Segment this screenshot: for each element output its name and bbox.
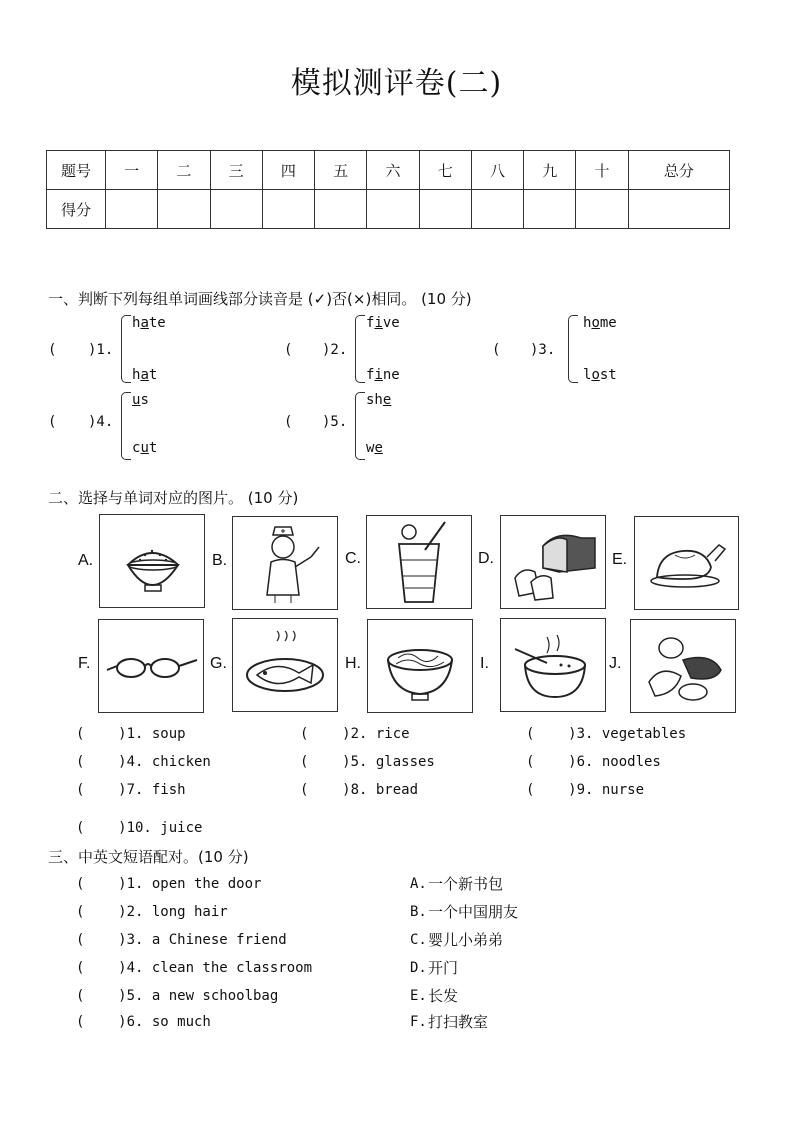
score-input-row bbox=[47, 190, 730, 229]
phrase-item[interactable]: ( )5. a new schoolbag bbox=[76, 988, 279, 1004]
noodles-picture[interactable] bbox=[367, 619, 473, 713]
pic-label-j: J. bbox=[609, 655, 622, 672]
section3-heading: 三、中英文短语配对。(10 分) bbox=[48, 848, 249, 866]
section1-heading: 一、判断下列每组单词画线部分读音是 (✓)否(×)相同。 (10 分) bbox=[48, 290, 472, 308]
pic-label-d: D. bbox=[478, 550, 494, 567]
pic-label-f: F. bbox=[78, 655, 91, 672]
word: we bbox=[366, 440, 383, 456]
score-header-cell: 七 bbox=[419, 151, 471, 190]
brace bbox=[568, 315, 578, 383]
match-item[interactable]: ( )7. fish bbox=[76, 782, 186, 798]
word: hate bbox=[132, 315, 166, 331]
score-header-cell: 六 bbox=[367, 151, 419, 190]
rice-bowl-picture[interactable] bbox=[99, 514, 205, 608]
item-number: )3. bbox=[530, 342, 556, 358]
pic-label-g: G. bbox=[210, 655, 227, 672]
pic-label-i: I. bbox=[480, 655, 489, 672]
score-cell[interactable] bbox=[471, 190, 523, 229]
brace bbox=[355, 315, 365, 383]
score-header-cell: 题号 bbox=[47, 151, 106, 190]
item-number: )4. bbox=[88, 414, 114, 430]
option-text: 一个新书包 bbox=[428, 875, 504, 893]
score-header-cell: 八 bbox=[471, 151, 523, 190]
option-letter: E. bbox=[410, 988, 427, 1004]
brace bbox=[121, 392, 131, 460]
word: cut bbox=[132, 440, 158, 456]
glasses-picture[interactable] bbox=[98, 619, 204, 713]
answer-paren[interactable]: ( bbox=[48, 414, 57, 430]
score-cell[interactable] bbox=[210, 190, 262, 229]
brace bbox=[355, 392, 365, 460]
phrase-item[interactable]: ( )2. long hair bbox=[76, 904, 228, 920]
option-letter: A. bbox=[410, 876, 427, 892]
word: lost bbox=[583, 367, 617, 383]
match-item[interactable]: ( )8. bread bbox=[300, 782, 419, 798]
score-header-cell: 三 bbox=[210, 151, 262, 190]
option-letter: D. bbox=[410, 960, 427, 976]
word: she bbox=[366, 392, 392, 408]
answer-paren[interactable]: ( bbox=[284, 414, 293, 430]
match-item[interactable]: ( )5. glasses bbox=[300, 754, 435, 770]
score-cell[interactable] bbox=[524, 190, 576, 229]
phrase-item[interactable]: ( )1. open the door bbox=[76, 876, 262, 892]
option-text: 婴儿小弟弟 bbox=[428, 931, 504, 949]
section2-heading: 二、选择与单词对应的图片。 (10 分) bbox=[48, 489, 299, 507]
score-cell[interactable] bbox=[262, 190, 314, 229]
bread-picture[interactable] bbox=[500, 515, 606, 609]
score-header-cell: 九 bbox=[524, 151, 576, 190]
option-letter: C. bbox=[410, 932, 427, 948]
score-row-label: 得分 bbox=[47, 190, 106, 229]
option-letter: B. bbox=[410, 904, 427, 920]
answer-paren[interactable]: ( bbox=[492, 342, 501, 358]
score-header-cell: 十 bbox=[576, 151, 628, 190]
roast-chicken-picture[interactable] bbox=[634, 516, 739, 610]
match-item[interactable]: ( )10. juice bbox=[76, 820, 203, 836]
phrase-item[interactable]: ( )3. a Chinese friend bbox=[76, 932, 287, 948]
score-header-row bbox=[47, 151, 730, 190]
option-letter: F. bbox=[410, 1014, 427, 1030]
pic-label-c: C. bbox=[345, 550, 361, 567]
score-cell[interactable] bbox=[367, 190, 419, 229]
score-cell[interactable] bbox=[106, 190, 158, 229]
page-title: 模拟测评卷(二) bbox=[290, 66, 503, 101]
score-table bbox=[46, 150, 730, 229]
brace bbox=[121, 315, 131, 383]
match-item[interactable]: ( )2. rice bbox=[300, 726, 410, 742]
option-text: 打扫教室 bbox=[428, 1013, 489, 1031]
word: five bbox=[366, 315, 400, 331]
score-cell[interactable] bbox=[315, 190, 367, 229]
pic-label-a: A. bbox=[78, 552, 94, 569]
fish-picture[interactable] bbox=[232, 618, 338, 712]
word: us bbox=[132, 392, 149, 408]
nurse-picture[interactable] bbox=[232, 516, 338, 610]
score-cell[interactable] bbox=[158, 190, 210, 229]
score-header-cell: 总分 bbox=[628, 151, 729, 190]
option-text: 长发 bbox=[428, 987, 459, 1005]
pic-label-b: B. bbox=[212, 552, 228, 569]
match-item[interactable]: ( )3. vegetables bbox=[526, 726, 687, 742]
match-item[interactable]: ( )9. nurse bbox=[526, 782, 645, 798]
pic-label-e: E. bbox=[612, 551, 628, 568]
soup-picture[interactable] bbox=[500, 618, 606, 712]
item-number: )5. bbox=[322, 414, 348, 430]
vegetables-picture[interactable] bbox=[630, 619, 736, 713]
answer-paren[interactable]: ( bbox=[48, 342, 57, 358]
score-header-cell: 二 bbox=[158, 151, 210, 190]
item-number: )2. bbox=[322, 342, 348, 358]
match-item[interactable]: ( )1. soup bbox=[76, 726, 186, 742]
word: home bbox=[583, 315, 617, 331]
match-item[interactable]: ( )4. chicken bbox=[76, 754, 211, 770]
word: fine bbox=[366, 367, 400, 383]
score-header-cell: 四 bbox=[262, 151, 314, 190]
option-text: 一个中国朋友 bbox=[428, 903, 519, 921]
score-header-cell: 五 bbox=[315, 151, 367, 190]
word: hat bbox=[132, 367, 158, 383]
pic-label-h: H. bbox=[345, 655, 361, 672]
score-header-cell: 一 bbox=[106, 151, 158, 190]
phrase-item[interactable]: ( )4. clean the classroom bbox=[76, 960, 313, 976]
score-cell[interactable] bbox=[419, 190, 471, 229]
match-item[interactable]: ( )6. noodles bbox=[526, 754, 661, 770]
juice-picture[interactable] bbox=[366, 515, 472, 609]
option-text: 开门 bbox=[428, 959, 459, 977]
phrase-item[interactable]: ( )6. so much bbox=[76, 1014, 211, 1030]
item-number: )1. bbox=[88, 342, 114, 358]
score-cell[interactable] bbox=[628, 190, 729, 229]
score-cell[interactable] bbox=[576, 190, 628, 229]
answer-paren[interactable]: ( bbox=[284, 342, 293, 358]
